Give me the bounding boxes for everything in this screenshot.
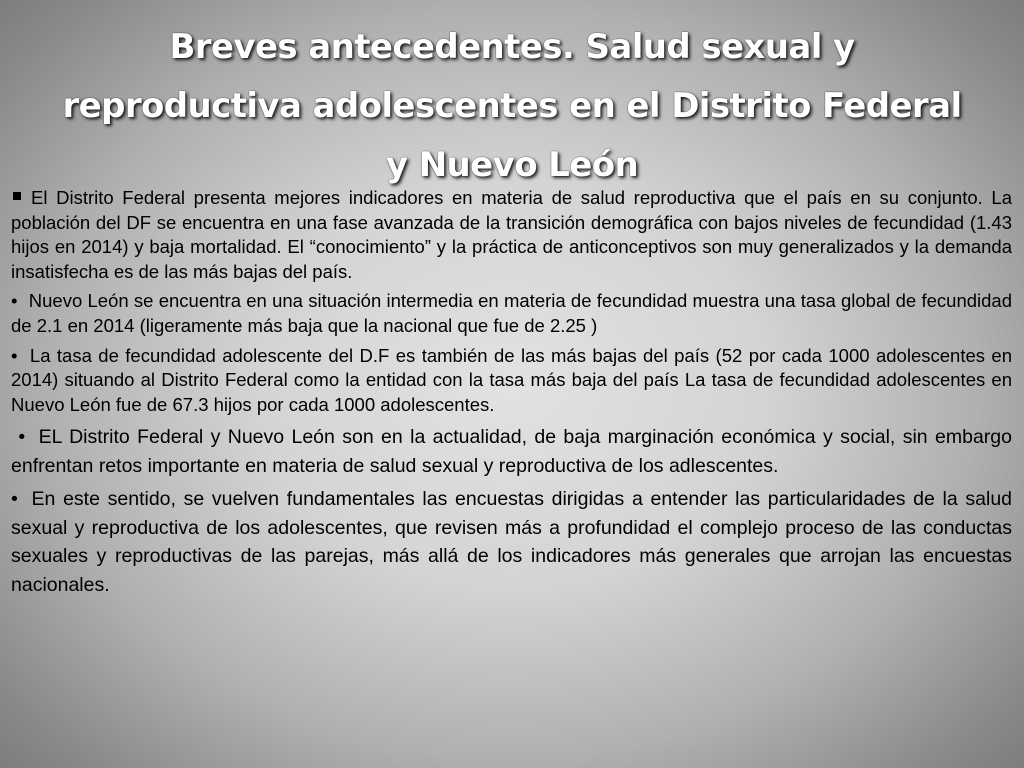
- paragraph-text: Nuevo León se encuentra en una situación intermedia en materia de fecundidad muestra una tasa global de fecundidad de 2.1 en 2014 (ligeramente más baja que la nacional que fue de 2.25 ): [11, 290, 1012, 336]
- bullet-icon: •: [11, 344, 18, 366]
- paragraph-text: El Distrito Federal presenta mejores indicadores en materia de salud reproductiva que el país en su conjunto. La población del DF se encuentra en una fase avanzada de la transición demográfica con bajos niveles de fecundidad (1.43 hijos en 2014) y baja mortalidad. El “conocimiento” y la práctica de anticonceptivos son muy generalizados y la demanda insatisfecha es de las más bajas del país.: [11, 187, 1012, 282]
- title-line-1: Breves antecedentes. Salud sexual y: [169, 27, 855, 67]
- paragraph-nuevo-leon-fecundity: [11, 289, 1012, 338]
- bullet-icon: •: [11, 290, 18, 312]
- paragraph-text: EL Distrito Federal y Nuevo León son en la actualidad, de baja marginación económica y social, sin embargo enfrentan retos importante en materia de salud sexual y reproductiva de los adlescentes.: [11, 426, 1012, 477]
- paragraph-marginalization: [11, 423, 1012, 480]
- title-line-2: reproductiva adolescentes en el Distrito Federal: [62, 86, 962, 126]
- paragraph-text: En este sentido, se vuelven fundamentales las encuestas dirigidas a entender las particularidades de la salud sexual y reproductiva de los adolescentes, que revisen más a profundidad el complejo proceso de las conductas sexuales y reproductivas de las parejas, más allá de los indicadores más generales que arrojan las encuestas nacionales.: [11, 488, 1013, 596]
- title-line-3: y Nuevo León: [385, 145, 639, 185]
- bullet-icon: •: [11, 488, 18, 511]
- paragraph-surveys: [11, 485, 1012, 599]
- bullet-icon: •: [18, 426, 26, 449]
- paragraph-adolescent-fecundity: [11, 344, 1012, 418]
- slide-body: [11, 186, 1012, 599]
- slide-title: [40, 18, 984, 195]
- square-bullet-icon: [13, 192, 21, 200]
- paragraph-df-indicators: [11, 186, 1012, 284]
- paragraph-text: La tasa de fecundidad adolescente del D.F es también de las más bajas del país (52 por cada 1000 adolescentes en 2014) situando al Distrito Federal como la entidad con la tasa más baja del país La tasa de fecundidad adolescentes en Nuevo León fue de 67.3 hijos por cada 1000 adolescentes.: [11, 344, 1012, 415]
